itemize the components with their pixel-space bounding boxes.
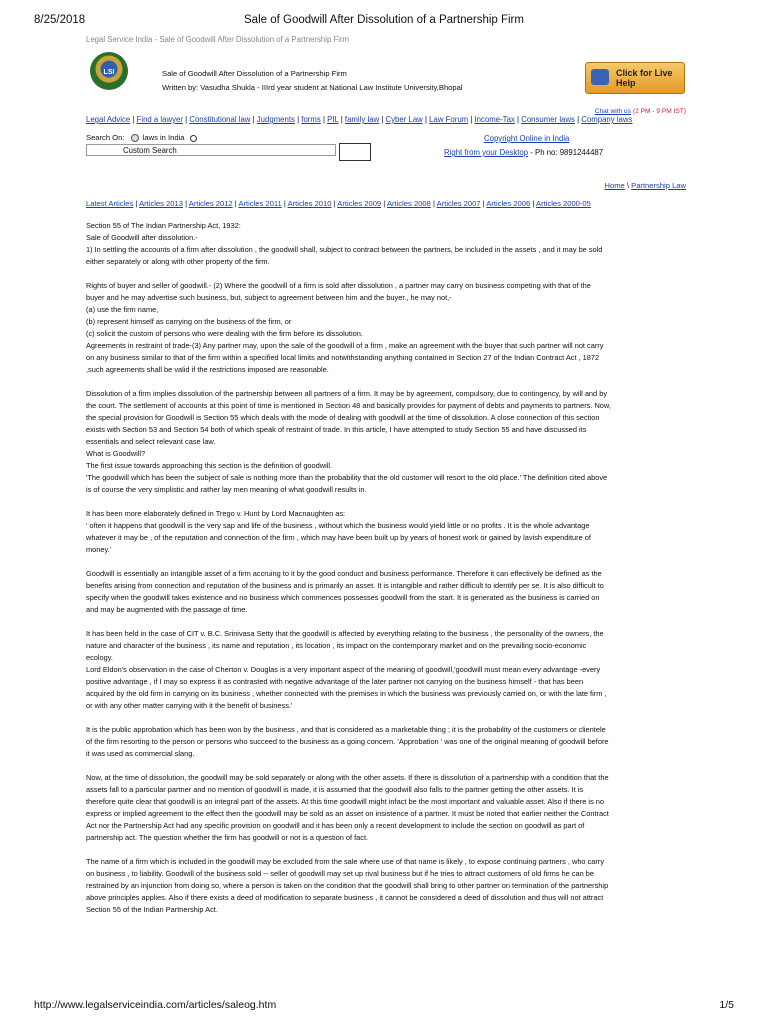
live-help-button[interactable] bbox=[585, 62, 685, 94]
nav-link[interactable]: Income-Tax bbox=[474, 115, 515, 124]
articles-nav-link[interactable]: Articles 2013 bbox=[139, 199, 183, 208]
nav-separator: | bbox=[468, 115, 475, 124]
search-row bbox=[86, 130, 686, 172]
paragraph-line: benefits arising from connection and reputation of the business and is primarily an asset. It is intangible and rather difficult to identify per se. It is also difficult to bbox=[86, 581, 604, 590]
paragraph-line: Goodwill is essentially an intangible asset of a firm accruing to it by the good conduct and business performance. Therefore it can effectively be defined as the bbox=[86, 569, 602, 578]
nav-link[interactable]: PIL bbox=[327, 115, 339, 124]
breadcrumb-section[interactable]: Partnership Law bbox=[631, 181, 686, 190]
paragraph-line: buyer and he may advertise such business, but, subject to agreement between him and the buyer., he may not,- bbox=[86, 293, 452, 302]
articles-nav-link[interactable]: Articles 2011 bbox=[238, 199, 282, 208]
article-paragraph bbox=[86, 856, 686, 916]
nav-separator: | bbox=[130, 115, 137, 124]
paragraph-line: therefore quite clear that goodwill is an integral part of the assets. At this time goodwill might infact be the most important and valuable asset. Also if there is no bbox=[86, 797, 605, 806]
nav-link[interactable]: Find a lawyer bbox=[136, 115, 183, 124]
paragraph-line: on business , to liability. Goodwill of the business sold -- seller of goodwill may set up rival business but if he tries to attract customers of old firms he can be bbox=[86, 869, 594, 878]
paragraph-line: 'The goodwill which has been the subject of sale is nothing more than the probability that the old customer will resort to the old place.' The definition cited above bbox=[86, 473, 608, 482]
print-footer bbox=[34, 999, 734, 1013]
search-go-box[interactable] bbox=[339, 143, 371, 161]
articles-nav-link[interactable]: Articles 2009 bbox=[337, 199, 382, 208]
print-title: Sale of Goodwill After Dissolution of a Partnership Firm bbox=[244, 14, 524, 26]
paragraph-line: of the firm resorting to the person or persons who succeed to the business as a going concern. 'Approbation ' was one of the original meaning of goodwill before bbox=[86, 737, 609, 746]
header-row bbox=[86, 50, 686, 115]
articles-nav-separator: | bbox=[430, 199, 437, 208]
articles-nav-separator: | bbox=[182, 199, 189, 208]
nav-separator: | bbox=[338, 115, 345, 124]
articles-nav-separator: | bbox=[480, 199, 487, 208]
paragraph-line: Sale of Goodwill after dissolution.- bbox=[86, 233, 198, 242]
phone-number: - Ph no: 9891244487 bbox=[530, 148, 604, 157]
articles-nav-separator: | bbox=[331, 199, 338, 208]
articles-nav-link[interactable]: Articles 2008 bbox=[386, 199, 431, 208]
paragraph-line: money.' bbox=[86, 545, 112, 554]
nav-link[interactable]: family law bbox=[344, 115, 380, 124]
paragraph-line: assets fall to a particular partner and no mention of goodwill is made, it is assumed that the goodwill also falls to the partner getting the other assets. It is bbox=[86, 785, 584, 794]
logo-text: LSI bbox=[103, 69, 115, 76]
nav-link[interactable]: Legal Advice bbox=[86, 115, 131, 124]
paragraph-line: Section 55 of the Indian Partnership Act. bbox=[86, 905, 218, 914]
paragraph-line: Now, at the time of dissolution, the goodwill may be sold separately or along with the other assets. If there is dissolution of a partnership with a condition that the bbox=[86, 773, 609, 782]
desktop-promo bbox=[444, 147, 603, 159]
chat-link[interactable]: Chat with us bbox=[594, 108, 632, 115]
chat-bubble-icon bbox=[591, 69, 609, 85]
custom-search-input[interactable]: Custom Search bbox=[86, 144, 336, 156]
paragraph-line: Lord Eldon's observation in the case of Cherton v. Douglas is a very important aspect of the meaning of goodwill,'goodwill must mean every advantage -every bbox=[86, 665, 601, 674]
live-help-label: Click for Live Help bbox=[616, 68, 673, 88]
paragraph-line: or with any other matter carrying with it the benefit of business.' bbox=[86, 701, 293, 710]
paragraph-line: Dissolution of a firm implies dissolution of the partnership between all partners of a firm. It may be by agreement, compulsory, due to contingency, by will and by bbox=[86, 389, 608, 398]
page-number: 1/5 bbox=[719, 999, 734, 1011]
nav-link[interactable]: Company laws bbox=[581, 115, 633, 124]
nav-link[interactable]: Constitutional law bbox=[189, 115, 251, 124]
paragraph-line: positive advantage , if I may so express it as contrasted with negative advantage of the later partner not carrying on the business himself - that has been bbox=[86, 677, 584, 686]
copyright-link[interactable]: Copyright Online in India bbox=[484, 134, 570, 143]
nav-link[interactable]: Cyber Law bbox=[385, 115, 423, 124]
paragraph-line: it was used as commercial slang. bbox=[86, 749, 195, 758]
articles-nav-link[interactable]: Articles 2006 bbox=[486, 199, 531, 208]
paragraph-line: and may be augmented with the passage of time. bbox=[86, 605, 248, 614]
paragraph-line: exists with Section 53 and Section 54 both of which speak of restraint of trade. In this article, I have attempted to study Section 55 and have discussed its bbox=[86, 425, 587, 434]
articles-nav-link[interactable]: Articles 2000-05 bbox=[536, 199, 591, 208]
paragraph-line: Rights of buyer and seller of goodwill.- (2) Where the goodwill of a firm is sold after dissolution , a partner may carry on business competing with that of the bbox=[86, 281, 591, 290]
search-label bbox=[86, 132, 197, 144]
nav-separator: | bbox=[182, 115, 190, 124]
paragraph-line: essentials and select relevant case law. bbox=[86, 437, 216, 446]
paragraph-line: It has been more elaborately defined in Trego v. Hunt by Lord Macnaughten as: bbox=[86, 509, 346, 518]
search-option-label: laws in India bbox=[142, 133, 185, 142]
paragraph-line: Agreements in restraint of trade-(3) Any partner may, upon the sale of the goodwill of a firm , make an agreement with the buyer that such partner will not carry bbox=[86, 341, 604, 350]
nav-link[interactable]: Consumer laws bbox=[521, 115, 575, 124]
article-paragraph bbox=[86, 388, 686, 496]
search-radio[interactable] bbox=[131, 134, 139, 142]
paragraph-line: nature and character of the business , its name and reputation , its location , its impact on the contemporary market and on the prevailing socio-economic bbox=[86, 641, 587, 650]
paragraph-line: Act nor the Partnership Act had any specific provision on goodwill and it has been only a recent development to include the section on goodwill as part of bbox=[86, 821, 585, 830]
chat-hours bbox=[595, 106, 686, 118]
article-paragraph bbox=[86, 508, 686, 556]
paragraph-line: ' often it happens that goodwill is the very sap and life of the business , without which the business would yield little or no profits . It is the whole advantage bbox=[86, 521, 590, 530]
breadcrumb-sep: \ bbox=[626, 181, 629, 190]
paragraph-line: either separately or along with other property of the firm. bbox=[86, 257, 270, 266]
paragraph-line: Section 55 of The Indian Partnership Act, 1932: bbox=[86, 221, 241, 230]
paragraph-line: (a) use the firm name, bbox=[86, 305, 159, 314]
nav-separator: | bbox=[379, 115, 386, 124]
print-url: http://www.legalserviceindia.com/articles/saleog.htm bbox=[34, 999, 277, 1011]
paragraph-line: (b) represent himself as carrying on the business of the firm, or bbox=[86, 317, 292, 326]
nav-separator: | bbox=[250, 115, 257, 124]
paragraph-line: (c) solicit the custom of persons who were dealing with the firm before its dissolution. bbox=[86, 329, 363, 338]
paragraph-line: on any business similar to that of the firm within a specified local limits and notwithstanding anything contained in Section 27 of the Indian Contract Act , 1872 bbox=[86, 353, 600, 362]
paragraph-line: It is the public approbation which has been won by the business , and that is considered as a marketable thing ; it is the probability of the customers or clientele bbox=[86, 725, 606, 734]
chat-hours-time: (2 PM - 9 PM IST) bbox=[632, 108, 686, 115]
paragraph-line: What is Goodwill? bbox=[86, 449, 146, 458]
search-on-label: Search On: bbox=[86, 133, 125, 142]
article-paragraph bbox=[86, 724, 686, 760]
nav-link[interactable]: Judgments bbox=[256, 115, 295, 124]
paragraph-line: acquired by the old firm in carrying on its business , whether connected with the premises in which the business was previously carried on, or with the late firm , bbox=[86, 689, 607, 698]
articles-nav-link[interactable]: Articles 2007 bbox=[436, 199, 481, 208]
paragraph-line: the special provision for Goodwill is Section 55 which deals with the mode of dealing with goodwill at the time of dissolution. A close connection of this section bbox=[86, 413, 600, 422]
search-icon[interactable] bbox=[190, 135, 197, 142]
nav-separator: | bbox=[514, 115, 522, 124]
articles-nav-link[interactable]: Latest Articles bbox=[86, 199, 134, 208]
article-writer: Written by: Vasudha Shukla - IIIrd year student at National Law Institute University,Bhopal bbox=[162, 83, 463, 92]
paragraph-line: specify when the goodwill takes existence and no business which commences possesses goodwill from the start. It is generated as the business is carried on bbox=[86, 593, 600, 602]
articles-nav-separator: | bbox=[281, 199, 288, 208]
paragraph-line: 1) In settling the accounts of a firm after dissolution , the goodwill shall, subject to contract between the partners, be included in the assets , and it may be sold bbox=[86, 245, 603, 254]
paragraph-line: ,such agreements shall be valid if the restrictions imposed are reasonable. bbox=[86, 365, 329, 374]
article-paragraph bbox=[86, 280, 686, 376]
paragraph-line: partnership act. The question whether the firm has goodwill or not is a question of fact. bbox=[86, 833, 369, 842]
paragraph-line: whatever it may be , of the reputation and connection of the firm , which may have been built up by years of honest work or gained by lavish expenditure of bbox=[86, 533, 591, 542]
nav-separator: | bbox=[574, 115, 582, 124]
articles-nav bbox=[86, 198, 686, 210]
nav-separator: | bbox=[320, 115, 328, 124]
desktop-link[interactable]: Right from your Desktop bbox=[444, 148, 529, 157]
nav-link[interactable]: Law Forum bbox=[429, 115, 469, 124]
breadcrumb bbox=[86, 180, 686, 194]
article-paragraph bbox=[86, 568, 686, 616]
article-paragraph bbox=[86, 628, 686, 712]
paragraph-line: express or implied agreement to the effect then the goodwill may be sold as an asset on insistence of a partner. It must be noted that earlier neither the Contract bbox=[86, 809, 609, 818]
site-logo bbox=[90, 52, 128, 90]
paragraph-line: above principles applies. Also if there exists a deed of modification to separate business , it cannot be considered a deed of dissolution and thus will not attract bbox=[86, 893, 604, 902]
nav-separator: | bbox=[294, 115, 302, 124]
articles-nav-separator: | bbox=[133, 199, 140, 208]
print-header bbox=[34, 14, 734, 30]
site-header-text: Legal Service India - Sale of Goodwill After Dissolution of a Partnership Firm bbox=[86, 35, 350, 44]
print-date: 8/25/2018 bbox=[34, 14, 86, 26]
paragraph-line: The first issue towards approaching this section is the definition of goodwill. bbox=[86, 461, 333, 470]
articles-nav-link[interactable]: Articles 2012 bbox=[188, 199, 233, 208]
article-title: Sale of Goodwill After Dissolution of a Partnership Firm bbox=[162, 69, 347, 78]
paragraph-line: the court. The settlement of accounts at this point of time is mentioned in Section 48 and basically provides for payment of debts and payments to partners. Now, bbox=[86, 401, 611, 410]
nav-separator: | bbox=[422, 115, 430, 124]
nav-link[interactable]: forms bbox=[301, 115, 321, 124]
article-paragraph bbox=[86, 772, 686, 844]
page-content bbox=[86, 34, 686, 928]
articles-nav-separator: | bbox=[530, 199, 536, 208]
paragraph-line: ecology. bbox=[86, 653, 113, 662]
article-body bbox=[86, 220, 686, 916]
articles-nav-separator: | bbox=[381, 199, 387, 208]
articles-nav-link[interactable]: Articles 2010 bbox=[287, 199, 332, 208]
article-paragraph bbox=[86, 220, 686, 268]
paragraph-line: It has been held in the case of CIT v. B.C. Srinivasa Setty that the goodwill is affected by everything relating to the business , the personality of the owners, the bbox=[86, 629, 604, 638]
breadcrumb-home[interactable]: Home bbox=[604, 181, 625, 190]
paragraph-line: The name of a firm which is included in the goodwill may be excluded from the sale where use of that name is likely , to expose continuing partners , who carry bbox=[86, 857, 605, 866]
paragraph-line: is of course the very simplistic and rather lay men meaning of what goodwill results in. bbox=[86, 485, 367, 494]
paragraph-line: restrained by an injunction from doing so, where a person is taken on the condition that the goodwill shall bring to other partner on termination of the partnership bbox=[86, 881, 609, 890]
articles-nav-separator: | bbox=[232, 199, 239, 208]
